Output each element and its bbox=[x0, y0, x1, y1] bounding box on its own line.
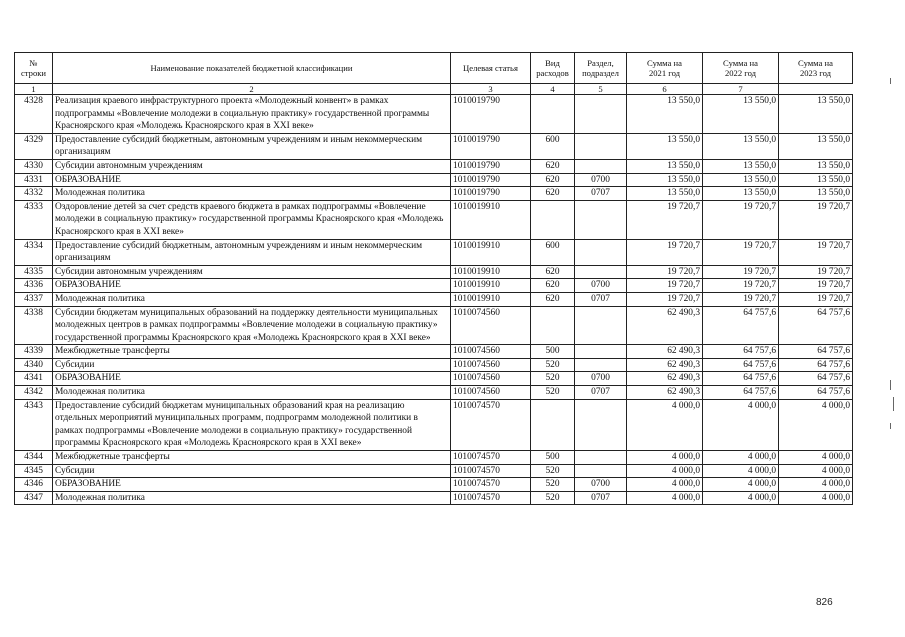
table-row bbox=[15, 491, 853, 505]
row-name: Молодежная политика bbox=[53, 386, 451, 400]
row-sum-2021: 19 720,7 bbox=[627, 279, 703, 293]
table-header bbox=[15, 53, 853, 95]
row-sum-2021: 4 000,0 bbox=[627, 491, 703, 505]
table-row bbox=[15, 265, 853, 279]
row-sum-2023: 4 000,0 bbox=[779, 451, 853, 465]
row-section bbox=[575, 159, 627, 173]
row-sum-2022: 64 757,6 bbox=[703, 306, 779, 345]
row-expense-type: 500 bbox=[531, 345, 575, 359]
row-number: 4329 bbox=[15, 133, 53, 159]
table-row bbox=[15, 306, 853, 345]
row-target-article: 1010074560 bbox=[451, 306, 531, 345]
row-sum-2022: 64 757,6 bbox=[703, 372, 779, 386]
table-row bbox=[15, 279, 853, 293]
row-sum-2023: 4 000,0 bbox=[779, 491, 853, 505]
row-expense-type: 600 bbox=[531, 133, 575, 159]
scan-edge-mark bbox=[890, 380, 891, 390]
table-row bbox=[15, 173, 853, 187]
row-target-article: 1010074560 bbox=[451, 345, 531, 359]
row-section bbox=[575, 306, 627, 345]
row-sum-2022: 13 550,0 bbox=[703, 173, 779, 187]
row-name: Субсидии bbox=[53, 358, 451, 372]
header-cs-text: Целевая статья bbox=[463, 62, 518, 73]
header-section bbox=[575, 53, 627, 84]
column-number: 2 bbox=[53, 84, 451, 95]
row-sum-2023: 4 000,0 bbox=[779, 399, 853, 450]
row-target-article: 1010019910 bbox=[451, 200, 531, 239]
row-target-article: 1010019910 bbox=[451, 239, 531, 265]
row-sum-2022: 19 720,7 bbox=[703, 239, 779, 265]
row-expense-type bbox=[531, 399, 575, 450]
column-number: 6 bbox=[627, 84, 703, 95]
row-sum-2022: 13 550,0 bbox=[703, 187, 779, 201]
header-sum-2023 bbox=[779, 53, 853, 84]
table-row bbox=[15, 159, 853, 173]
row-target-article: 1010019910 bbox=[451, 279, 531, 293]
budget-table bbox=[14, 52, 853, 505]
row-sum-2021: 4 000,0 bbox=[627, 478, 703, 492]
row-number: 4340 bbox=[15, 358, 53, 372]
column-number-row bbox=[15, 84, 853, 95]
row-sum-2022: 4 000,0 bbox=[703, 451, 779, 465]
row-sum-2021: 62 490,3 bbox=[627, 386, 703, 400]
row-target-article: 1010074560 bbox=[451, 386, 531, 400]
row-sum-2021: 13 550,0 bbox=[627, 173, 703, 187]
scan-edge-mark bbox=[893, 397, 894, 411]
row-sum-2021: 13 550,0 bbox=[627, 159, 703, 173]
row-target-article: 1010074570 bbox=[451, 451, 531, 465]
column-number: 7 bbox=[703, 84, 779, 95]
row-sum-2023: 64 757,6 bbox=[779, 372, 853, 386]
row-name: Субсидии автономным учреждениям bbox=[53, 265, 451, 279]
table-row bbox=[15, 372, 853, 386]
row-sum-2023: 19 720,7 bbox=[779, 265, 853, 279]
table-row bbox=[15, 358, 853, 372]
row-expense-type: 520 bbox=[531, 478, 575, 492]
row-expense-type: 520 bbox=[531, 491, 575, 505]
table-row bbox=[15, 200, 853, 239]
row-target-article: 1010019790 bbox=[451, 159, 531, 173]
row-section: 0707 bbox=[575, 386, 627, 400]
row-name: Субсидии бюджетам муниципальных образований на поддержку деятельности муниципальных молодежных центров в рамках подпрограммы «Вовлечение молодежи в социальную практику» государственной программы Красноярского края «Молодежь Красноярского края в XXI веке» bbox=[53, 306, 451, 345]
table-row bbox=[15, 345, 853, 359]
row-section bbox=[575, 345, 627, 359]
row-sum-2021: 4 000,0 bbox=[627, 399, 703, 450]
row-sum-2022: 13 550,0 bbox=[703, 133, 779, 159]
row-name: ОБРАЗОВАНИЕ bbox=[53, 478, 451, 492]
row-target-article: 1010074560 bbox=[451, 358, 531, 372]
row-section: 0700 bbox=[575, 372, 627, 386]
column-number: 1 bbox=[15, 84, 53, 95]
row-sum-2021: 19 720,7 bbox=[627, 239, 703, 265]
row-sum-2022: 64 757,6 bbox=[703, 386, 779, 400]
row-expense-type: 600 bbox=[531, 239, 575, 265]
table-row bbox=[15, 95, 853, 134]
row-section bbox=[575, 239, 627, 265]
table-row bbox=[15, 478, 853, 492]
row-number: 4343 bbox=[15, 399, 53, 450]
row-name: ОБРАЗОВАНИЕ bbox=[53, 173, 451, 187]
row-sum-2023: 64 757,6 bbox=[779, 345, 853, 359]
row-sum-2023: 64 757,6 bbox=[779, 386, 853, 400]
header-sum-2023-text: Сумма на 2023 год bbox=[798, 57, 833, 78]
row-target-article: 1010074570 bbox=[451, 491, 531, 505]
table-row bbox=[15, 464, 853, 478]
row-sum-2023: 64 757,6 bbox=[779, 358, 853, 372]
row-number: 4335 bbox=[15, 265, 53, 279]
row-section bbox=[575, 133, 627, 159]
scan-edge-mark bbox=[890, 423, 891, 429]
row-number: 4338 bbox=[15, 306, 53, 345]
row-name: Предоставление субсидий бюджетным, автономным учреждениям и иным некоммерческим организациям bbox=[53, 133, 451, 159]
row-section: 0700 bbox=[575, 279, 627, 293]
scan-edge-mark bbox=[890, 78, 891, 84]
column-number: 5 bbox=[575, 84, 627, 95]
row-expense-type: 520 bbox=[531, 372, 575, 386]
row-section bbox=[575, 95, 627, 134]
row-name: Межбюджетные трансферты bbox=[53, 345, 451, 359]
row-name: Молодежная политика bbox=[53, 187, 451, 201]
row-sum-2022: 4 000,0 bbox=[703, 399, 779, 450]
header-kvr-text: Вид расходов bbox=[536, 57, 569, 78]
table-row bbox=[15, 133, 853, 159]
row-expense-type: 520 bbox=[531, 464, 575, 478]
row-sum-2021: 19 720,7 bbox=[627, 292, 703, 306]
table-row bbox=[15, 386, 853, 400]
row-expense-type bbox=[531, 200, 575, 239]
header-section-text: Раздел, подраздел bbox=[582, 57, 619, 78]
row-sum-2021: 13 550,0 bbox=[627, 95, 703, 134]
header-cs bbox=[451, 53, 531, 84]
row-number: 4328 bbox=[15, 95, 53, 134]
row-target-article: 1010019790 bbox=[451, 95, 531, 134]
row-number: 4342 bbox=[15, 386, 53, 400]
row-number: 4345 bbox=[15, 464, 53, 478]
row-name: Молодежная политика bbox=[53, 491, 451, 505]
row-target-article: 1010019910 bbox=[451, 265, 531, 279]
row-name: Молодежная политика bbox=[53, 292, 451, 306]
row-sum-2022: 4 000,0 bbox=[703, 491, 779, 505]
row-sum-2022: 13 550,0 bbox=[703, 159, 779, 173]
row-name: Оздоровление детей за счет средств краевого бюджета в рамках подпрограммы «Вовлечение молодежи в социальную практику» государственной программы Красноярского края «Молодежь Красноярского края в XXI веке» bbox=[53, 200, 451, 239]
row-sum-2023: 13 550,0 bbox=[779, 133, 853, 159]
row-expense-type bbox=[531, 306, 575, 345]
row-sum-2023: 19 720,7 bbox=[779, 239, 853, 265]
row-sum-2023: 19 720,7 bbox=[779, 279, 853, 293]
row-section bbox=[575, 464, 627, 478]
row-expense-type: 620 bbox=[531, 187, 575, 201]
row-sum-2021: 19 720,7 bbox=[627, 200, 703, 239]
row-number: 4331 bbox=[15, 173, 53, 187]
row-number: 4341 bbox=[15, 372, 53, 386]
row-sum-2023: 4 000,0 bbox=[779, 464, 853, 478]
row-sum-2023: 13 550,0 bbox=[779, 187, 853, 201]
row-sum-2021: 4 000,0 bbox=[627, 464, 703, 478]
row-number: 4339 bbox=[15, 345, 53, 359]
row-expense-type: 620 bbox=[531, 159, 575, 173]
table-row bbox=[15, 239, 853, 265]
column-number: 4 bbox=[531, 84, 575, 95]
row-section bbox=[575, 451, 627, 465]
row-sum-2022: 19 720,7 bbox=[703, 265, 779, 279]
row-section: 0707 bbox=[575, 187, 627, 201]
row-sum-2021: 62 490,3 bbox=[627, 306, 703, 345]
row-name: Межбюджетные трансферты bbox=[53, 451, 451, 465]
header-num bbox=[15, 53, 53, 84]
row-sum-2021: 13 550,0 bbox=[627, 133, 703, 159]
header-name-text: Наименование показателей бюджетной классификации bbox=[150, 62, 353, 73]
row-section bbox=[575, 200, 627, 239]
row-target-article: 1010019790 bbox=[451, 133, 531, 159]
header-sum-2021-text: Сумма на 2021 год bbox=[647, 57, 682, 78]
row-target-article: 1010074570 bbox=[451, 399, 531, 450]
header-kvr bbox=[531, 53, 575, 84]
row-section: 0707 bbox=[575, 292, 627, 306]
row-name: ОБРАЗОВАНИЕ bbox=[53, 372, 451, 386]
header-sum-2022-text: Сумма на 2022 год bbox=[723, 57, 758, 78]
row-name: ОБРАЗОВАНИЕ bbox=[53, 279, 451, 293]
row-name: Субсидии bbox=[53, 464, 451, 478]
header-name bbox=[53, 53, 451, 84]
row-expense-type: 520 bbox=[531, 386, 575, 400]
row-expense-type: 500 bbox=[531, 451, 575, 465]
row-expense-type bbox=[531, 95, 575, 134]
row-sum-2021: 19 720,7 bbox=[627, 265, 703, 279]
row-section bbox=[575, 399, 627, 450]
row-number: 4346 bbox=[15, 478, 53, 492]
table-body bbox=[15, 95, 853, 505]
row-expense-type: 520 bbox=[531, 358, 575, 372]
row-sum-2022: 19 720,7 bbox=[703, 200, 779, 239]
row-section: 0700 bbox=[575, 478, 627, 492]
row-sum-2022: 13 550,0 bbox=[703, 95, 779, 134]
row-sum-2022: 4 000,0 bbox=[703, 478, 779, 492]
row-sum-2023: 19 720,7 bbox=[779, 292, 853, 306]
row-expense-type: 620 bbox=[531, 292, 575, 306]
row-number: 4330 bbox=[15, 159, 53, 173]
table-row bbox=[15, 292, 853, 306]
header-num-text: № строки bbox=[20, 57, 47, 78]
row-sum-2022: 4 000,0 bbox=[703, 464, 779, 478]
row-number: 4334 bbox=[15, 239, 53, 265]
row-target-article: 1010074570 bbox=[451, 478, 531, 492]
row-name: Субсидии автономным учреждениям bbox=[53, 159, 451, 173]
row-sum-2023: 4 000,0 bbox=[779, 478, 853, 492]
header-sum-2022 bbox=[703, 53, 779, 84]
page-number: 826 bbox=[816, 597, 833, 608]
table-row bbox=[15, 399, 853, 450]
column-number: 3 bbox=[451, 84, 531, 95]
row-sum-2022: 64 757,6 bbox=[703, 358, 779, 372]
row-sum-2022: 19 720,7 bbox=[703, 279, 779, 293]
row-sum-2023: 13 550,0 bbox=[779, 159, 853, 173]
row-section: 0707 bbox=[575, 491, 627, 505]
row-sum-2022: 64 757,6 bbox=[703, 345, 779, 359]
row-target-article: 1010019790 bbox=[451, 173, 531, 187]
row-name: Предоставление субсидий бюджетным, автономным учреждениям и иным некоммерческим организациям bbox=[53, 239, 451, 265]
row-expense-type: 620 bbox=[531, 279, 575, 293]
row-number: 4347 bbox=[15, 491, 53, 505]
row-sum-2023: 19 720,7 bbox=[779, 200, 853, 239]
row-section: 0700 bbox=[575, 173, 627, 187]
row-name: Реализация краевого инфраструктурного проекта «Молодежный конвент» в рамках подпрограммы «Вовлечение молодежи в социальную практику» государственной программы Красноярского края «Молодежь Красноярского края в XXI веке» bbox=[53, 95, 451, 134]
table-row bbox=[15, 187, 853, 201]
row-number: 4332 bbox=[15, 187, 53, 201]
row-sum-2021: 62 490,3 bbox=[627, 345, 703, 359]
row-number: 4344 bbox=[15, 451, 53, 465]
table-row bbox=[15, 451, 853, 465]
row-target-article: 1010074570 bbox=[451, 464, 531, 478]
row-sum-2022: 19 720,7 bbox=[703, 292, 779, 306]
row-sum-2023: 64 757,6 bbox=[779, 306, 853, 345]
row-sum-2021: 62 490,3 bbox=[627, 372, 703, 386]
row-sum-2023: 13 550,0 bbox=[779, 95, 853, 134]
row-expense-type: 620 bbox=[531, 265, 575, 279]
row-target-article: 1010019790 bbox=[451, 187, 531, 201]
row-sum-2021: 4 000,0 bbox=[627, 451, 703, 465]
row-number: 4333 bbox=[15, 200, 53, 239]
row-sum-2023: 13 550,0 bbox=[779, 173, 853, 187]
row-expense-type: 620 bbox=[531, 173, 575, 187]
row-name: Предоставление субсидий бюджетам муниципальных образований края на реализацию отдельных мероприятий муниципальных программ, подпрограмм молодежной политики в рамках подпрограммы «Вовлечение молодежи в социальную практику» государственной программы Красноярского края «Молодежь Красноярского края в XXI веке» bbox=[53, 399, 451, 450]
row-sum-2021: 13 550,0 bbox=[627, 187, 703, 201]
row-section bbox=[575, 358, 627, 372]
header-sum-2021 bbox=[627, 53, 703, 84]
row-number: 4336 bbox=[15, 279, 53, 293]
row-target-article: 1010019910 bbox=[451, 292, 531, 306]
row-sum-2021: 62 490,3 bbox=[627, 358, 703, 372]
row-number: 4337 bbox=[15, 292, 53, 306]
row-section bbox=[575, 265, 627, 279]
row-target-article: 1010074560 bbox=[451, 372, 531, 386]
